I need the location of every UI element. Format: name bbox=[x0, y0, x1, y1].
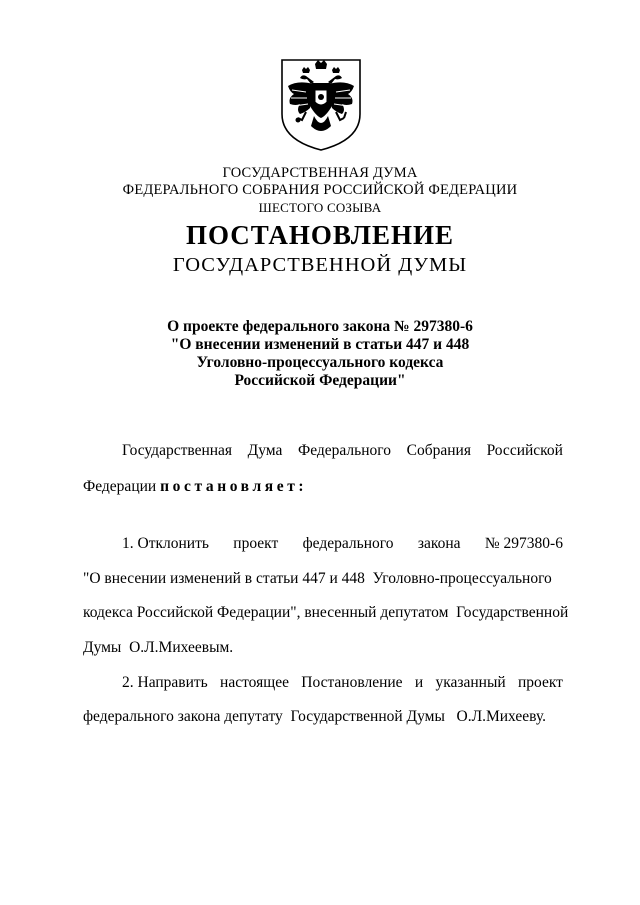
word: 2. Направить bbox=[122, 674, 208, 691]
word: проект bbox=[233, 535, 279, 552]
subject-line: О проекте федерального закона № 297380-6 bbox=[167, 318, 473, 335]
word: Государственная bbox=[122, 442, 233, 459]
document-title: ПОСТАНОВЛЕНИЕ bbox=[185, 220, 455, 250]
header-line-assembly: ФЕДЕРАЛЬНОГО СОБРАНИЯ РОССИЙСКОЙ ФЕДЕРАЦИИ bbox=[122, 182, 518, 198]
header-line-convocation: ШЕСТОГО СОЗЫВА bbox=[258, 200, 382, 215]
subject-line: Уголовно-процессуального кодекса bbox=[196, 354, 444, 371]
resolves-word: постановляет: bbox=[160, 478, 308, 495]
item1-line-1 bbox=[122, 535, 563, 553]
coat-of-arms-emblem-icon bbox=[276, 56, 366, 152]
word: № 297380-6 bbox=[484, 535, 563, 552]
subject-line: "О внесении изменений в статьи 447 и 448 bbox=[170, 336, 470, 353]
word: 1. Отклонить bbox=[122, 535, 209, 552]
word: Собрания bbox=[406, 442, 471, 459]
item1-line-2: "О внесении изменений в статьи 447 и 448 Уголовно-процессуального bbox=[83, 570, 552, 587]
word: Федерального bbox=[297, 442, 392, 459]
word: Постановление bbox=[301, 674, 403, 691]
word: Федерации bbox=[83, 478, 157, 495]
word: настоящее bbox=[220, 674, 289, 691]
item2-line-2: федерального закона депутату Государственной Думы О.Л.Михееву. bbox=[83, 708, 547, 725]
word: проект bbox=[517, 674, 563, 691]
document-subtitle: ГОСУДАРСТВЕННОЙ ДУМЫ bbox=[172, 254, 468, 276]
word: Российской bbox=[486, 442, 563, 459]
item1-line-4: Думы О.Л.Михеевым. bbox=[83, 639, 234, 656]
word: и bbox=[414, 674, 424, 691]
preamble-line-2 bbox=[83, 478, 563, 496]
word: Дума bbox=[247, 442, 283, 459]
item1-line-3: кодекса Российской Федерации", внесенный депутатом Государственной bbox=[83, 604, 569, 621]
word: закона bbox=[417, 535, 461, 552]
preamble-line-1 bbox=[122, 442, 563, 460]
document-subject bbox=[0, 318, 640, 390]
item2-line-1 bbox=[122, 674, 563, 692]
word: федерального bbox=[302, 535, 394, 552]
word: указанный bbox=[435, 674, 506, 691]
subject-line: Российской Федерации" bbox=[234, 372, 406, 389]
header-line-duma: ГОСУДАРСТВЕННАЯ ДУМА bbox=[222, 165, 418, 181]
